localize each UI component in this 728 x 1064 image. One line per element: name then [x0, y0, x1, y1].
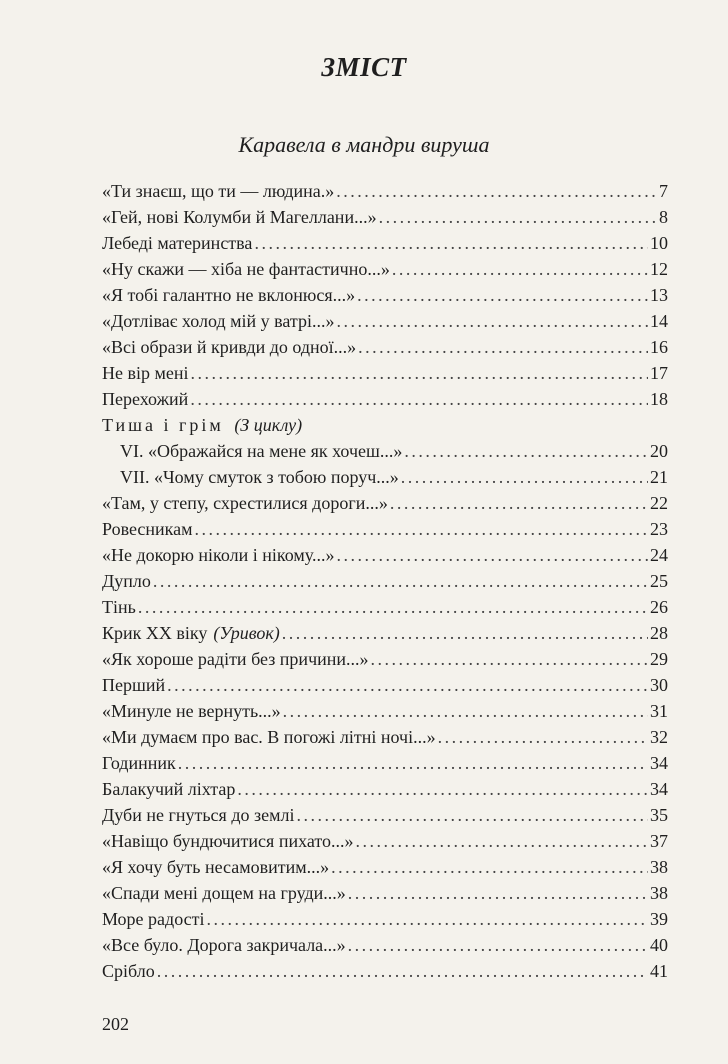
toc-entry-title: Дуби не гнуться до землі	[102, 805, 295, 825]
toc-entry-title: «Минуле не вернуть...»	[102, 701, 281, 721]
toc-entry-title: VII. «Чому смуток з тобою поруч...»	[120, 467, 399, 487]
toc-entry-page: 10	[650, 233, 668, 253]
toc-entry-title: Крик XX віку	[102, 623, 208, 643]
toc-entry-page: 17	[650, 363, 668, 383]
toc-entry-title: «Навіщо бундючитися пихато...»	[102, 831, 354, 851]
toc-entry-title: «Спади мені дощем на груди...»	[102, 883, 346, 903]
toc-leader-dots	[348, 932, 648, 958]
toc-entry	[102, 516, 668, 542]
toc-leader-dots	[296, 802, 648, 828]
toc-leader-dots	[336, 178, 657, 204]
toc-entry-page: 31	[650, 701, 668, 721]
toc-entry	[120, 464, 668, 490]
toc-entry	[102, 906, 668, 932]
toc-entry-page: 20	[650, 441, 668, 461]
toc-entry-page: 18	[650, 389, 668, 409]
toc-entry-page: 34	[650, 753, 668, 773]
toc-entry-title: Годинник	[102, 753, 176, 773]
toc-entry-title: Перший	[102, 675, 166, 695]
toc-cycle-heading	[102, 412, 302, 438]
toc-leader-dots	[157, 958, 648, 984]
toc-leader-dots	[191, 360, 648, 386]
toc-entry	[102, 282, 668, 308]
toc-leader-dots	[358, 334, 648, 360]
toc-entry-title: «Я хочу буть несамовитим...»	[102, 857, 330, 877]
toc-entry-title: «Не докорю ніколи і нікому...»	[102, 545, 335, 565]
toc-entry	[102, 568, 668, 594]
toc-entry	[102, 828, 668, 854]
toc-leader-dots	[138, 594, 648, 620]
toc-entry-title: «Все було. Дорога закричала...»	[102, 935, 346, 955]
toc-entry-page: 14	[650, 311, 668, 331]
toc-entry	[102, 672, 668, 698]
toc-entry	[102, 854, 668, 880]
toc-entry	[102, 178, 668, 204]
toc-entry	[102, 308, 668, 334]
toc-entry-page: 21	[650, 467, 668, 487]
toc-entry-page: 32	[650, 727, 668, 747]
cycle-title: Тиша і грім	[102, 415, 224, 435]
toc-entry-page: 40	[650, 935, 668, 955]
toc-entry-title: «Як хороше радіти без причини...»	[102, 649, 369, 669]
toc-entry-title: Не вір мені	[102, 363, 189, 383]
toc-entry	[102, 360, 668, 386]
toc-leader-dots	[167, 672, 648, 698]
toc-entry	[102, 256, 668, 282]
toc-entry-note: (Уривок)	[213, 623, 280, 643]
toc-entry-page: 29	[650, 649, 668, 669]
toc-leader-dots	[153, 568, 648, 594]
toc-entry	[102, 646, 668, 672]
toc-entry	[102, 750, 668, 776]
toc-entry	[102, 880, 668, 906]
toc-entry-page: 28	[650, 623, 668, 643]
toc-leader-dots	[348, 880, 648, 906]
toc-entry-page: 38	[650, 857, 668, 877]
toc-entry-title: «Всі образи й кривди до одної...»	[102, 337, 357, 357]
cycle-note: (З циклу)	[234, 415, 303, 435]
toc-leader-dots	[282, 620, 648, 646]
toc-entry-page: 35	[650, 805, 668, 825]
toc-entry-page: 25	[650, 571, 668, 591]
toc-entry-page: 22	[650, 493, 668, 513]
toc-entry	[102, 204, 668, 230]
toc-leader-dots	[357, 282, 648, 308]
toc-entry-title: Срібло	[102, 961, 155, 981]
toc-leader-dots	[331, 854, 648, 880]
toc-entry-page: 23	[650, 519, 668, 539]
toc-entry-title: «Дотліває холод мій у ватрі...»	[102, 311, 335, 331]
toc-entry	[102, 932, 668, 958]
toc-leader-dots	[392, 256, 648, 282]
toc-entry-title: «Я тобі галантно не вклонюся...»	[102, 285, 356, 305]
toc-leader-dots	[371, 646, 648, 672]
toc-leader-dots	[390, 490, 648, 516]
page-number: 202	[102, 1014, 129, 1034]
toc-leader-dots	[207, 906, 649, 932]
toc-entry-page: 39	[650, 909, 668, 929]
toc-entry	[102, 334, 668, 360]
toc-entry-title: Лебеді материнства	[102, 233, 253, 253]
toc-entry	[102, 698, 668, 724]
toc-entry	[102, 386, 668, 412]
toc-entry-title: «Гей, нові Колумби й Магеллани...»	[102, 207, 377, 227]
toc-entry-page: 37	[650, 831, 668, 851]
toc-entry-page: 12	[650, 259, 668, 279]
toc-entry-page: 8	[659, 207, 668, 227]
toc-entry-title: Тінь	[102, 597, 136, 617]
toc-entry-page: 30	[650, 675, 668, 695]
toc-leader-dots	[190, 386, 648, 412]
toc-leader-dots	[237, 776, 648, 802]
toc-entry-page: 13	[650, 285, 668, 305]
toc-entry-title: Море радості	[102, 909, 205, 929]
toc-entry-title: «Ти знаєш, що ти — людина.»	[102, 181, 335, 201]
toc-entry-title: «Ну скажи — хіба не фантастично...»	[102, 259, 390, 279]
toc-entry	[102, 724, 668, 750]
toc-leader-dots	[379, 204, 657, 230]
toc-leader-dots	[401, 464, 648, 490]
toc-entry-title: VI. «Ображайся на мене як хочеш...»	[120, 441, 403, 461]
toc-leader-dots	[337, 308, 648, 334]
toc-entry-page: 16	[650, 337, 668, 357]
section-subtitle: Каравела в мандри вируша	[238, 132, 490, 157]
toc-entry-title: Балакучий ліхтар	[102, 779, 236, 799]
toc-leader-dots	[356, 828, 648, 854]
toc-leader-dots	[404, 438, 648, 464]
toc-entry	[102, 802, 668, 828]
toc-entry-title: Перехожий	[102, 389, 189, 409]
toc-entry-page: 24	[650, 545, 668, 565]
toc-entry-title: «Там, у степу, схрестилися дороги...»	[102, 493, 388, 513]
toc-leader-dots	[336, 542, 648, 568]
toc-entry-page: 38	[650, 883, 668, 903]
toc-entry-page: 7	[659, 181, 668, 201]
toc-leader-dots	[254, 230, 648, 256]
toc-entry	[102, 490, 668, 516]
toc-entry	[120, 438, 668, 464]
toc-entry-title: «Ми думаєм про вас. В погожі літні ночі...»	[102, 727, 436, 747]
toc-leader-dots	[283, 698, 648, 724]
toc-entry-title: Дупло	[102, 571, 151, 591]
toc-entry-page: 34	[650, 779, 668, 799]
toc-entry	[102, 594, 668, 620]
toc-entry	[102, 542, 668, 568]
toc-leader-dots	[195, 516, 648, 542]
toc-leader-dots	[178, 750, 648, 776]
toc-entry	[102, 958, 668, 984]
toc-entry-page: 41	[650, 961, 668, 981]
toc-entry-page: 26	[650, 597, 668, 617]
toc-entry	[102, 620, 668, 646]
toc-leader-dots	[438, 724, 648, 750]
toc-entry	[102, 230, 668, 256]
toc-entry-title: Ровесникам	[102, 519, 193, 539]
page-title: ЗМІСТ	[321, 52, 407, 82]
toc-entry	[102, 776, 668, 802]
